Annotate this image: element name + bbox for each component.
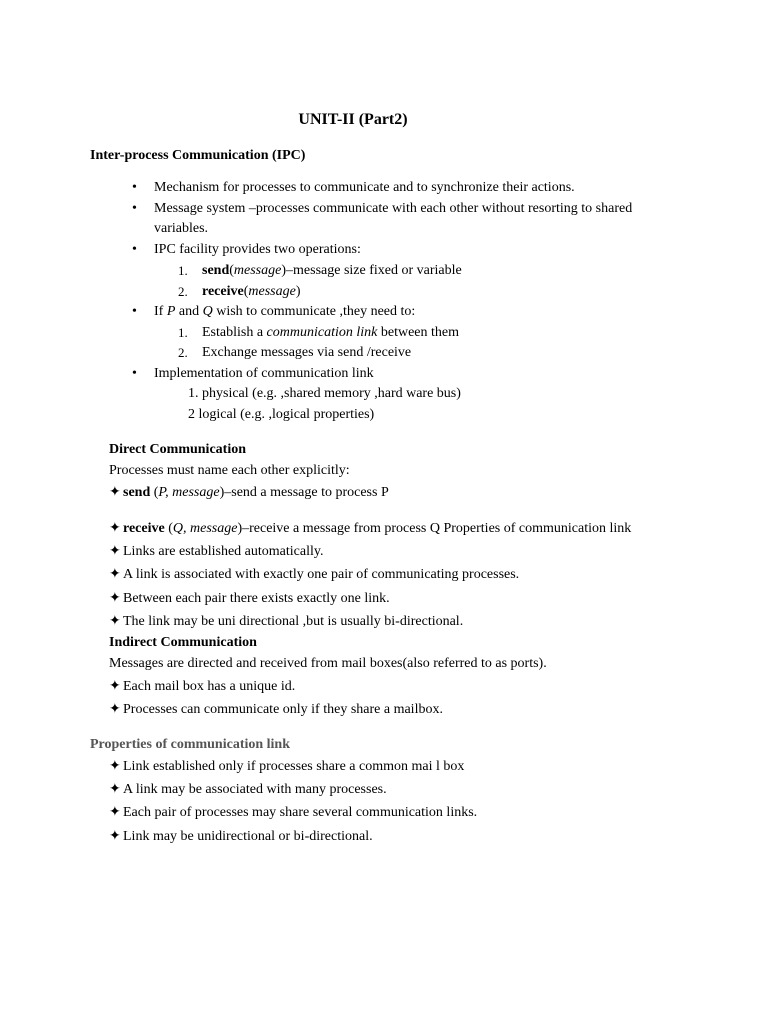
ipc-bullet-2-cont: variables. [154,221,209,236]
bullet-text: Mechanism for processes to communicate and to synchronize their actions. [154,180,575,195]
params: P, message [158,485,220,500]
star-bullet-icon: ✦ [109,614,121,629]
text-part: wish to communicate ,they need to: [212,304,416,319]
text-part: and [175,304,203,319]
step-text: Exchange messages via send /receive [202,345,412,360]
param-message: message [233,263,282,278]
star-bullet-icon: ✦ [109,591,121,606]
props-item-4 [109,827,373,847]
direct-prop-2 [109,565,519,585]
text-part: If [154,304,167,319]
star-bullet-icon: ✦ [109,759,121,774]
step-1 [178,323,459,343]
prop-text: Between each pair there exists exactly one link. [123,591,390,606]
bullet-text: Message system –processes communicate with each other without resorting to shared [154,201,633,216]
direct-prop-3 [109,589,390,609]
prop-text: Link established only if processes share a common mai l box [123,759,465,774]
var-p: P [166,304,176,319]
properties-heading: Properties of communication link [90,737,291,752]
bullet-icon: • [132,304,137,319]
star-bullet-icon: ✦ [109,782,121,797]
star-bullet-icon: ✦ [109,567,121,582]
operation-desc: –message size fixed or variable [286,263,462,278]
desc: –send a message to process P [224,485,389,500]
direct-prop-1 [109,542,323,562]
prop-text: A link may be associated with many processes. [123,782,387,797]
bullet-icon: • [132,366,137,381]
bullet-icon: • [132,242,137,257]
var-q: Q [202,304,213,319]
props-item-3 [109,803,477,823]
direct-intro: Processes must name each other explicitly: [109,463,350,478]
bullet-icon: • [132,180,137,195]
props-item-2 [109,780,387,800]
prop-text: A link is associated with exactly one pair of communicating processes. [123,567,520,582]
list-number: 2. [178,345,188,360]
prop-text: Link may be unidirectional or bi-directional. [123,829,373,844]
params: Q, message [172,521,238,536]
indirect-prop-2 [109,700,443,720]
ipc-bullet-3 [132,240,361,260]
prop-text: Processes can communicate only if they share a mailbox. [123,702,443,717]
star-bullet-icon: ✦ [109,521,121,536]
ipc-bullet-4 [132,302,416,322]
direct-heading: Direct Communication [109,442,246,457]
ipc-bullet-2 [132,199,633,219]
text-part: Establish a [202,325,267,340]
prop-text: Each pair of processes may share several communication links. [123,805,478,820]
step-2 [178,343,412,363]
param-message: message [248,284,296,299]
list-number: 1. [178,325,188,340]
indirect-prop-1 [109,677,295,697]
star-bullet-icon: ✦ [109,544,121,559]
keyword-send: send [123,485,151,500]
impl-logical: 2 logical (e.g. ,logical properties) [188,407,375,422]
ipc-bullet-5 [132,364,374,384]
prop-text: Each mail box has a unique id. [123,679,296,694]
star-bullet-icon: ✦ [109,485,121,500]
list-number: 1. [178,263,188,278]
keyword-send: send [202,263,230,278]
ipc-bullet-1 [132,178,575,198]
keyword-receive: receive [123,521,165,536]
prop-text: Links are established automatically. [123,544,324,559]
page-title: UNIT-II (Part2) [298,111,408,128]
prop-text: The link may be uni directional ,but is usually bi-directional. [123,614,464,629]
star-bullet-icon: ✦ [109,829,121,844]
keyword-receive: receive [202,284,244,299]
direct-prop-4 [109,612,463,632]
ipc-heading: Inter-process Communication (IPC) [90,148,306,163]
star-bullet-icon: ✦ [109,679,121,694]
direct-receive: ✦ receive (Q, message)–receive a message from process Q Properties of communication link [109,519,631,539]
desc: –receive a message from process Q Properties of communication link [242,521,632,536]
operation-send: 1. send(message)–message size fixed or variable [202,261,462,281]
operation-receive: 2. receive(message) [202,282,301,302]
star-bullet-icon: ✦ [109,805,121,820]
bullet-text: IPC facility provides two operations: [154,242,361,257]
text-part: between them [377,325,459,340]
props-item-1 [109,757,464,777]
term-communication-link: communication link [266,325,378,340]
impl-physical: 1. physical (e.g. ,shared memory ,hard ware bus) [188,386,461,401]
list-number: 2. [178,284,188,299]
indirect-heading: Indirect Communication [109,635,257,650]
bullet-icon: • [132,201,137,216]
indirect-intro: Messages are directed and received from mail boxes(also referred to as ports). [109,656,547,671]
star-bullet-icon: ✦ [109,702,121,717]
bullet-text: Implementation of communication link [154,366,374,381]
direct-send: ✦ send (P, message)–send a message to process P [109,483,389,503]
